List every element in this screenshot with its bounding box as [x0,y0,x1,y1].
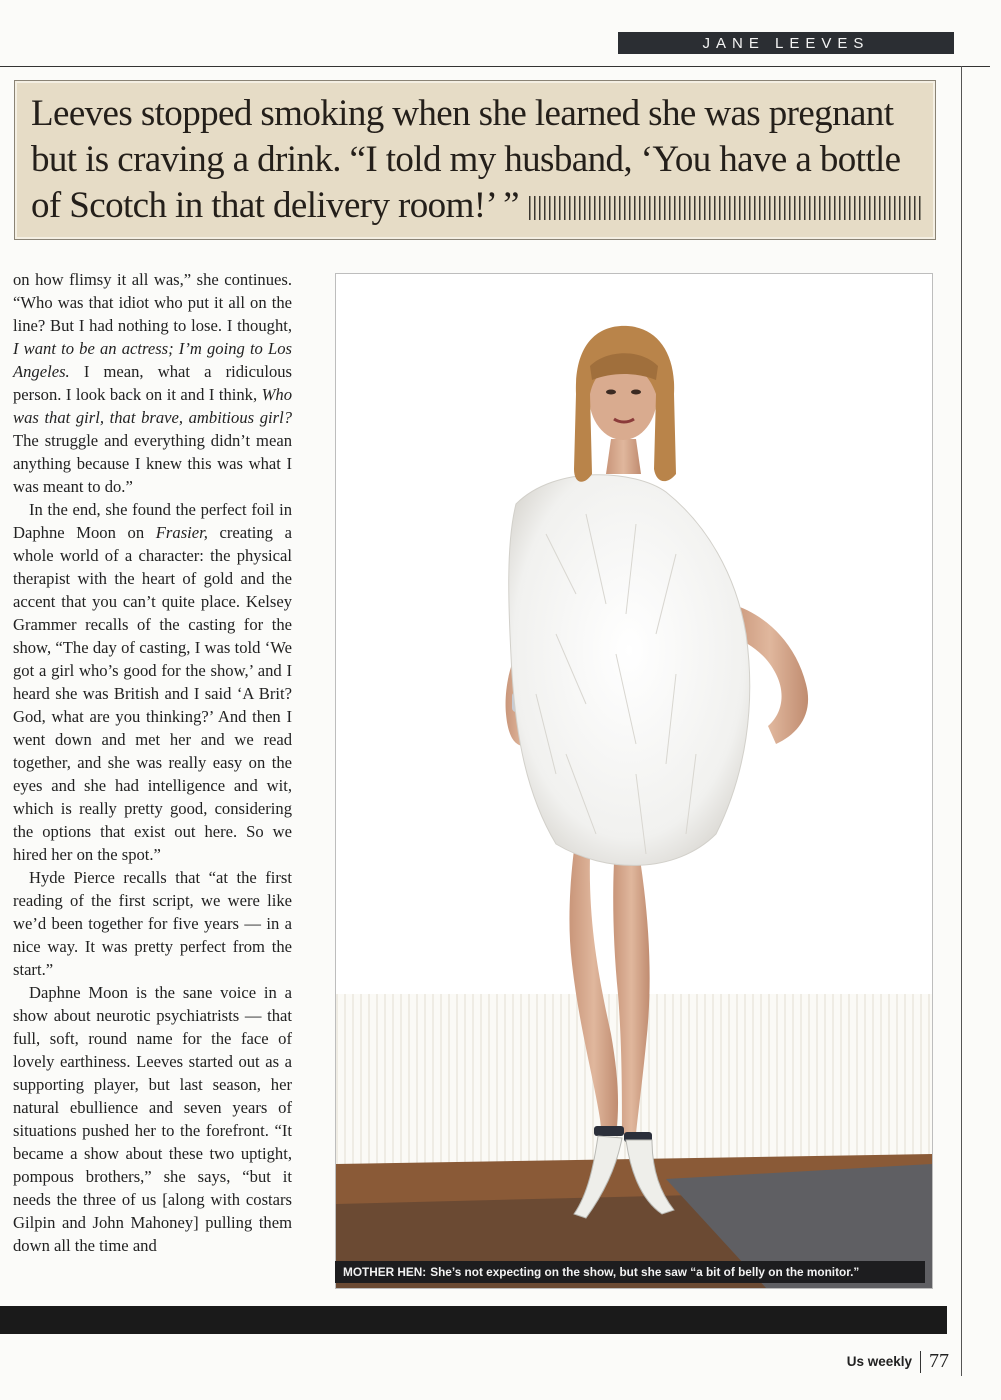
page-footer [847,1350,949,1373]
section-label: JANE LEEVES [618,32,954,54]
article-text-run: on how flimsy it all was,” she continues. “Who was that idiot who put it all on the line? But I had nothing to lose. I thought, [13,270,292,335]
portrait-illustration [336,274,932,1288]
header-rule [0,66,990,67]
caption-label: MOTHER HEN: [343,1265,427,1279]
barcode-ornament [529,196,921,220]
article-text-run: The struggle and everything didn’t mean anything because I knew this was what I was meant to do.” [13,431,292,496]
article-paragraph [13,268,292,498]
article-text-run: I mean, what a ridiculous person. I look back on it and I think, [13,362,292,404]
pull-quote-text: Leeves stopped smoking when she learned she was pregnant but is craving a drink. “I told my husband, ‘You have a bottle of Scotch in that delivery room!’ ” [31,93,901,226]
page-number: 77 [929,1350,949,1372]
article-italic-run: I want to be an actress; I’m going to Los Angeles. [13,339,292,381]
footer-band [0,1306,947,1334]
article-text-run: Hyde Pierce recalls that “at the first reading of the first script, we were like we’d been together for five years — in a nice way. It was pretty perfect from the start.” [13,868,292,979]
article-text-run: creating a whole world of a character: the physical therapist with the heart of gold and the accent that you can’t quite place. Kelsey Grammer recalls of the casting for the show, “The day of casting, I was told ‘We got a girl who’s good for the show,’ and I heard she was British and I said ‘A Brit? God, what are you thinking?’ And then I went down and met her and we read together, and she was really easy on the eyes and she had intelligence and wit, which is really pretty good, considering the options that exist out here. So we hired her on the spot.” [13,523,292,864]
article-text-run: In the end, she found the perfect foil in Daphne Moon on [13,500,292,542]
photo-caption [335,1261,925,1283]
footer-divider [920,1351,921,1373]
article-text-run: Daphne Moon is the sane voice in a show about neurotic psychiatrists — that full, soft, round name for the face of lovely earthiness. Leeves started out as a supporting player, but last season, her natural ebullience and seven years of situations pushed her to the forefront. “It became a show about these two uptight, pompous brothers,” she says, “but it needs the three of us [along with costars Gilpin and John Mahoney] pulling them down all the time and [13,983,292,1255]
magazine-brand: Us weekly [846,1354,912,1369]
article-paragraph [13,981,292,1257]
column-rule [961,66,962,1376]
article-paragraph [13,866,292,981]
portrait-photo [335,273,933,1289]
article-italic-run: Who was that girl, that brave, ambitious girl? [13,385,292,427]
article-italic-run: Frasier, [155,523,208,542]
article-paragraph [13,498,292,866]
article-body [13,268,292,1257]
caption-text: She’s not expecting on the show, but she saw “a bit of belly on the monitor.” [430,1265,860,1279]
pull-quote [14,80,936,240]
